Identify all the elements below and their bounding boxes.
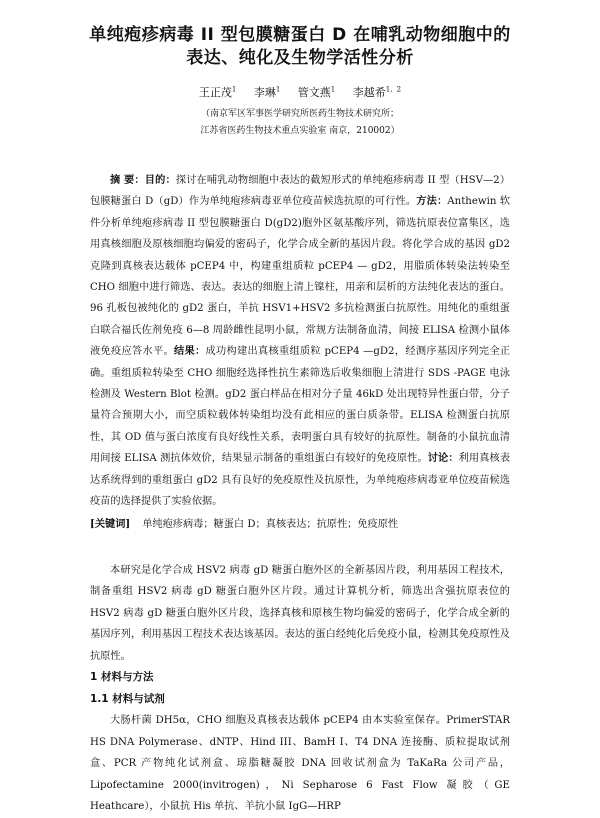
- title-line-1: 单纯疱疹病毒 II 型包膜糖蛋白 D 在哺乳动物细胞中的: [89, 25, 511, 45]
- objective-text: 探讨在哺乳动物细胞中表达的截短形式的单纯疱疹病毒 II 型（HSV—2）包膜糖蛋白 D（gD）作为单纯疱疹病毒亚单位疫苗候选抗原的可行性。: [90, 175, 511, 208]
- materials-paragraph: 大肠杆菌 DH5α，CHO 细胞及真核表达载体 pCEP4 由本实验室保存。PrimerSTAR HS DNA Polymerase、dNTP、Hind III、BamH I、T4 DNA 连接酶、质粒提取试剂盒、PCR 产物纯化试剂盒、琼脂糖凝胶 DNA 回收试剂盒为 TaKaRa 公司产品，Lipofectamine 2000(invitrogen)，Ni Sepharose 6 Fast Flow 凝胶（GE Heathcare），小鼠抗 His 单抗、羊抗小鼠 IgG—HRP: [90, 715, 510, 812]
- title-line-2: 表达、纯化及生物学活性分析: [186, 48, 414, 68]
- author: 管文燕$^1$: [297, 85, 336, 99]
- conclusion-text: 利用真核表达系统得到的重组蛋白 gD2 具有良好的免疫原性及抗原性，为单纯疱疹病毒亚单位疫苗候选疫苗的选择提供了实验依据。: [90, 453, 511, 508]
- paper-title: [0, 0, 600, 70]
- section-heading: 1 材料与方法: [90, 671, 154, 683]
- keywords: [0, 515, 600, 530]
- affiliation-line: （南京军区军事医学研究所医药生物技术研究所；: [200, 109, 399, 119]
- keywords-label: [关键词]: [90, 517, 131, 530]
- objective-label: 目的：: [144, 174, 176, 186]
- conclusion-label: 讨论：: [427, 452, 459, 465]
- results-text: 成功构建出真核重组质粒 pCEP4 —gD2，经测序基因序列完全正确。重组质粒转染至 CHO 细胞经选择性抗生素筛选后收集细胞上清进行 SDS -PAGE 电泳检测及 Western Blot 检测。gD2 蛋白样品在相对分子量 46kD 处出现特异性蛋白带，分子量符合预期大小，而空质粒载体转染组均没有此相应的蛋白质条带。ELISA 检测蛋白抗原性，其 OD 值与蛋白浓度有良好线性关系，表明蛋白具有较好的抗原性。制备的小鼠抗血清用间接 ELISA 测抗体效价，结果显示制备的重组蛋白有较好的免疫原性。: [90, 346, 511, 465]
- affiliations: [0, 106, 600, 140]
- methods-label: 方法：: [416, 195, 448, 208]
- methods-text: Anthewin 软件分析单纯疱疹病毒 II 型包膜糖蛋白 D(gD2)胞外区氨基酸序列，筛选抗原表位富集区，选用真核细胞及原核细胞均偏爱的密码子，化学合成全新的基因片段。将化学合成的基因 gD2 克隆到真核表达载体 pCEP4 中，构建重组质粒 pCEP4 — gD2，用脂质体转染法转染至 CHO 细胞中进行筛选、表达。表达的细胞上清上镍柱，用亲和层析的方法纯化表达的蛋白。96 孔板包被纯化的 gD2 蛋白，羊抗 HSV1+HSV2 多抗检测蛋白抗原性。用纯化的重组蛋白联合福氏佐剂免疫 6—8 周龄雌性昆明小鼠，常规方法制备血清，间接 ELISA 检测小鼠体液免疫应答水平。: [90, 196, 511, 358]
- abstract: [0, 170, 600, 513]
- results-label: 结果：: [174, 345, 206, 358]
- author: 王正茂$^1$: [198, 85, 237, 99]
- intro-paragraph: 本研究是化学合成 HSV2 病毒 gD 糖蛋白胞外区的全新基因片段，利用基因工程技术，制备重组 HSV2 病毒 gD 糖蛋白胞外区片段。通过计算机分析，筛选出含强抗原表位的 HSV2 病毒 gD 糖蛋白胞外区片段，选择真核和原核生物均偏爱的密码子，化学合成全新的基因序列，利用基因工程技术表达该基因。表达的蛋白经纯化后免疫小鼠，检测其免疫原性及抗原性。: [90, 564, 510, 662]
- affiliation-line: 江苏省医药生物技术重点实验室 南京，210002）: [200, 126, 400, 136]
- author-list: [0, 84, 600, 100]
- author: 李越希$^{1, 2}$: [352, 85, 402, 99]
- author: 李琳$^1$: [253, 85, 281, 99]
- body-text: [0, 560, 600, 818]
- subsection-heading: 1.1 材料与试剂: [90, 692, 165, 705]
- keywords-text: 单纯疱疹病毒；糖蛋白 D；真核表达；抗原性；免疫原性: [142, 518, 399, 530]
- abstract-label: 摘 要：: [110, 174, 145, 186]
